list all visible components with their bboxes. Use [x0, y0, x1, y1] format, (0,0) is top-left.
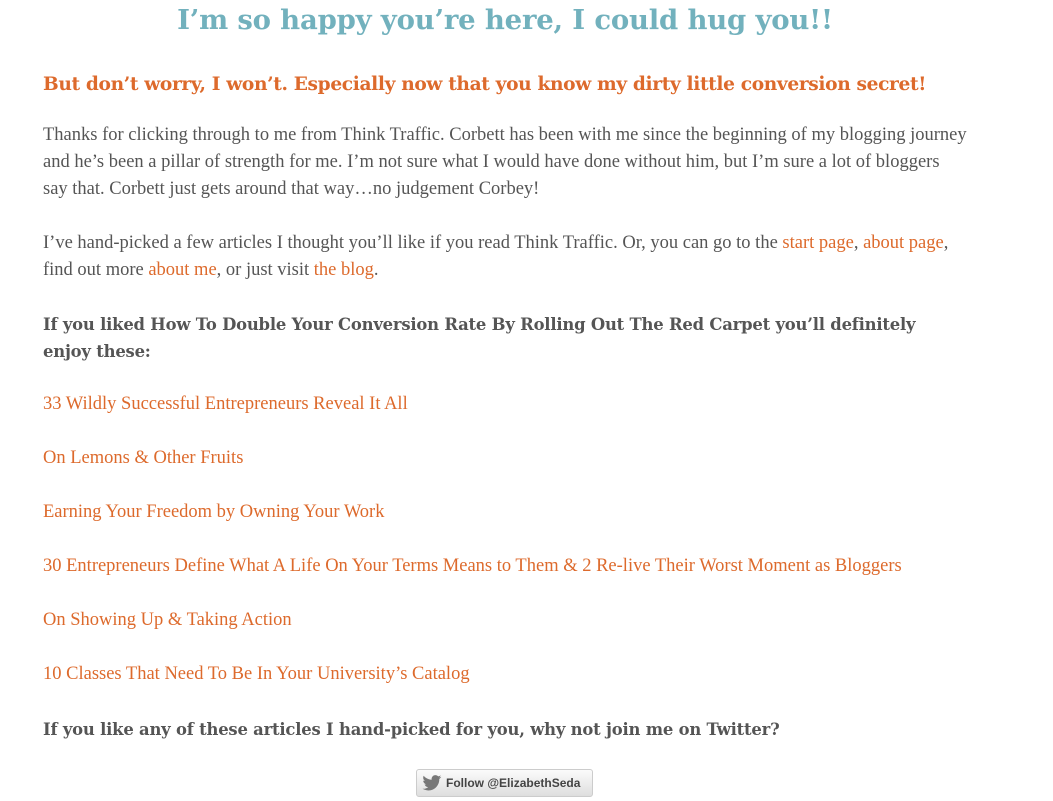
article-link[interactable]: 30 Entrepreneurs Define What A Life On Your Terms Means to Them & 2 Re-live Their Worst Moment as Bloggers — [43, 556, 902, 576]
article-list — [43, 391, 902, 715]
picks-text-3: , find out more — [43, 233, 949, 280]
twitter-bird-icon — [422, 775, 442, 791]
picks-text-5: . — [373, 260, 379, 280]
twitter-prompt: If you like any of these articles I hand-picked for you, why not join me on Twitter? — [43, 720, 780, 739]
article-link[interactable]: On Lemons & Other Fruits — [43, 448, 244, 468]
start-page-link[interactable]: start page — [782, 233, 854, 253]
list-item — [43, 661, 902, 715]
picks-paragraph — [43, 230, 968, 284]
blog-link[interactable]: the blog — [313, 260, 374, 280]
follow-button-label: Follow @ElizabethSeda — [446, 776, 581, 790]
picks-text-4: , or just visit — [216, 260, 314, 280]
list-item — [43, 553, 902, 607]
list-item — [43, 607, 902, 661]
intro-paragraph: Thanks for clicking through to me from Think Traffic. Corbett has been with me since the beginning of my blogging journey and he’s been a pillar of strength for me. I’m not sure what I would have done without him, but I’m sure a lot of bloggers say that. Corbett just gets around that way…no judgement Corbey! — [43, 125, 967, 199]
list-item — [43, 499, 902, 553]
article-link[interactable]: 10 Classes That Need To Be In Your University’s Catalog — [43, 664, 470, 684]
picks-text-1: I’ve hand-picked a few articles I thought you’ll like if you read Think Traffic. Or, you can go to the — [43, 233, 783, 253]
page-headline: I’m so happy you’re here, I could hug you!! — [177, 4, 833, 36]
list-item — [43, 445, 902, 499]
recommend-heading: If you liked How To Double Your Conversion Rate By Rolling Out The Red Carpet you’ll definitely enjoy these: — [43, 315, 916, 361]
picks-text-2: , — [853, 233, 864, 253]
about-page-link[interactable]: about page — [863, 233, 944, 253]
twitter-follow-button[interactable] — [416, 769, 593, 797]
article-link[interactable]: 33 Wildly Successful Entrepreneurs Reveal It All — [43, 394, 408, 414]
article-link[interactable]: On Showing Up & Taking Action — [43, 610, 292, 630]
about-me-link[interactable]: about me — [148, 260, 217, 280]
page-subheadline: But don’t worry, I won’t. Especially now that you know my dirty little conversion secret! — [43, 74, 927, 95]
article-link[interactable]: Earning Your Freedom by Owning Your Work — [43, 502, 385, 522]
list-item — [43, 391, 902, 445]
